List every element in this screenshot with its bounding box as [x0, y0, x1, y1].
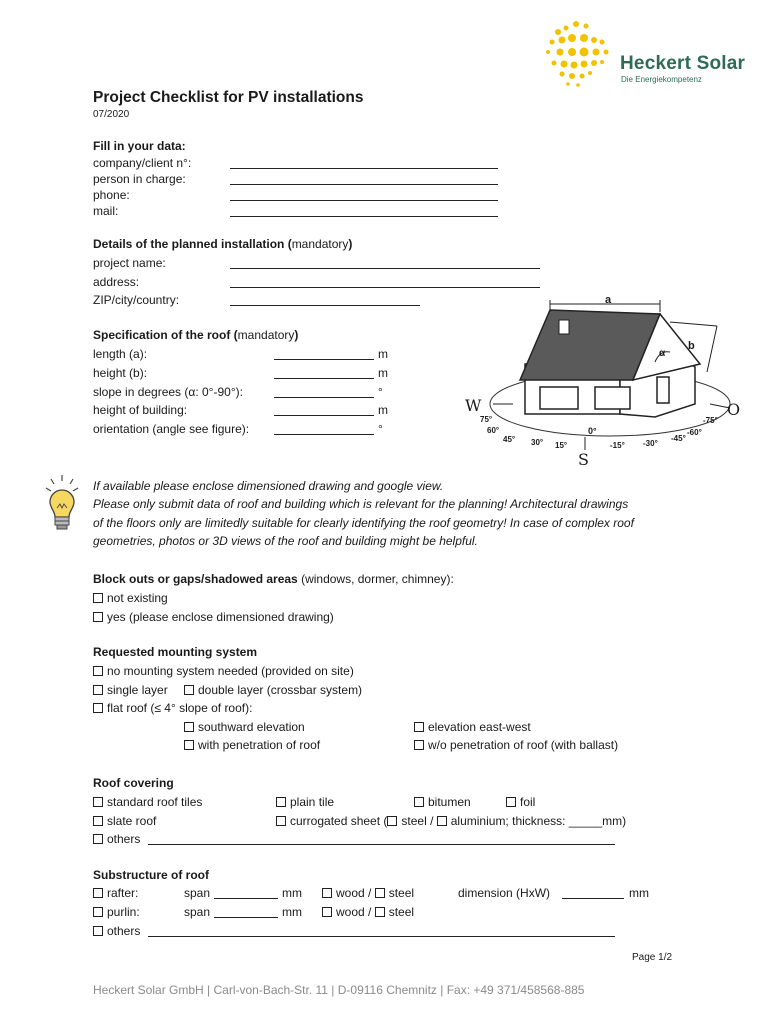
span-field[interactable] [214, 917, 278, 918]
label-west: W [465, 396, 482, 415]
height-field[interactable] [274, 378, 374, 379]
label-a: a [605, 294, 612, 306]
window [540, 387, 578, 409]
dimension-label: dimension (HxW) [458, 886, 551, 900]
dimension-field[interactable] [562, 898, 624, 899]
mm-label: mm [629, 886, 649, 900]
zip-field[interactable] [230, 305, 420, 306]
deg-m45: -45° [671, 434, 686, 443]
fill-heading: Fill in your data: [93, 139, 186, 153]
span-field[interactable] [214, 898, 278, 899]
mounting-option[interactable]: elevation east-west [414, 720, 531, 734]
checkbox[interactable] [276, 797, 286, 807]
mounting-option[interactable]: with penetration of roof [184, 738, 320, 752]
covering-option[interactable]: slate roof [93, 814, 156, 828]
mounting-heading: Requested mounting system [93, 645, 258, 659]
deg-m15: -15° [610, 441, 625, 450]
mounting-option[interactable]: southward elevation [184, 720, 305, 734]
deg-60: 60° [487, 426, 500, 435]
orientation-label: orientation (angle see figure): [93, 422, 250, 436]
mounting-option[interactable]: w/o penetration of roof (with ballast) [414, 738, 618, 752]
dimension-b-line [707, 326, 717, 372]
window [595, 387, 630, 409]
person-field[interactable] [230, 184, 498, 185]
checkbox[interactable] [93, 703, 103, 713]
covering-option[interactable]: plain tile [276, 795, 334, 809]
checkbox[interactable] [322, 888, 332, 898]
covering-option[interactable]: others [93, 832, 140, 846]
project-label: project name: [93, 256, 166, 270]
checkbox[interactable] [414, 722, 424, 732]
company-label: company/client n°: [93, 156, 192, 170]
others-field[interactable] [148, 844, 615, 845]
house-diagram [455, 292, 755, 467]
brand-tagline: Die Energiekompetenz [621, 75, 702, 84]
span-label: span [184, 905, 211, 919]
company-field[interactable] [230, 168, 498, 169]
checkbox[interactable] [93, 907, 103, 917]
substructure-option[interactable]: others [93, 924, 140, 938]
height-label: height (b): [93, 366, 148, 380]
mail-label: mail: [93, 204, 119, 218]
mm-label: mm [282, 886, 302, 900]
checkbox[interactable] [93, 612, 103, 622]
label-b: b [688, 340, 695, 352]
chimney [559, 320, 569, 334]
address-label: address: [93, 275, 140, 289]
page-title: Project Checklist for PV installations [93, 89, 364, 106]
mounting-option[interactable]: flat roof (≤ 4° slope of roof): [93, 701, 252, 715]
mail-field[interactable] [230, 216, 498, 217]
checkbox[interactable] [93, 593, 103, 603]
mm-label: mm [282, 905, 302, 919]
checkbox[interactable] [93, 797, 103, 807]
checkbox[interactable] [322, 907, 332, 917]
span-label: span [184, 886, 211, 900]
covering-option[interactable]: standard roof tiles [93, 795, 202, 809]
building-field[interactable] [274, 415, 374, 416]
page-number: Page 1/2 [632, 952, 673, 963]
checkbox[interactable] [387, 816, 397, 826]
checkbox[interactable] [184, 722, 194, 732]
checkbox[interactable] [184, 685, 194, 695]
zip-label: ZIP/city/country: [93, 293, 180, 307]
checkbox[interactable] [414, 740, 424, 750]
person-label: person in charge: [93, 172, 186, 186]
deg-45: 45° [503, 435, 516, 444]
address-field[interactable] [230, 287, 540, 288]
label-south: S [578, 450, 589, 469]
orientation-field[interactable] [274, 434, 374, 435]
lightbulb-icon [40, 474, 80, 534]
unit-m: m [378, 403, 388, 417]
deg-m60: -60° [687, 428, 702, 437]
others-field[interactable] [148, 936, 615, 937]
details-heading: Details of the planned installation (mandatory) [93, 237, 353, 251]
blockouts-option[interactable]: yes (please enclose dimensioned drawing) [93, 610, 334, 624]
unit-m: m [378, 347, 388, 361]
deg-m30: -30° [643, 439, 658, 448]
slope-label: slope in degrees (α: 0°-90°): [93, 385, 243, 399]
checkbox[interactable] [93, 834, 103, 844]
substructure-option[interactable]: purlin: [93, 905, 140, 919]
length-field[interactable] [274, 359, 374, 360]
project-field[interactable] [230, 268, 540, 269]
unit-deg: ° [378, 422, 383, 436]
checkbox[interactable] [93, 685, 103, 695]
mounting-option[interactable]: no mounting system needed (provided on site) [93, 664, 354, 678]
logo-dots-icon [538, 12, 618, 92]
checkbox[interactable] [506, 797, 516, 807]
logo [538, 12, 618, 92]
label-alpha: α [659, 348, 666, 359]
label-east: O [727, 400, 741, 419]
deg-m75: -75° [703, 416, 718, 425]
deg-30: 30° [531, 438, 544, 447]
phone-label: phone: [93, 188, 130, 202]
substructure-option[interactable]: rafter: [93, 886, 138, 900]
deg-15: 15° [555, 441, 568, 450]
checkbox[interactable] [93, 888, 103, 898]
length-label: length (a): [93, 347, 148, 361]
date: 07/2020 [93, 109, 130, 120]
roof-spec-heading: Specification of the roof (mandatory) [93, 328, 299, 342]
footer: Heckert Solar GmbH | Carl-von-Bach-Str. 11 | D-09116 Chemnitz | Fax: +49 371/458568-885 [93, 983, 585, 997]
phone-field[interactable] [230, 200, 498, 201]
door [657, 377, 669, 403]
house-figure [455, 292, 755, 467]
substructure-option[interactable]: wood / steel [322, 905, 414, 919]
building-height-label: height of building: [93, 403, 188, 417]
unit-m: m [378, 366, 388, 380]
checkbox[interactable] [276, 816, 286, 826]
brand-name: Heckert Solar [620, 53, 746, 74]
checkbox[interactable] [184, 740, 194, 750]
checkbox[interactable] [437, 816, 447, 826]
note-line: of the floors only are limitedly suitable for clearly identifying the roof geometry! In case of complex roof [93, 516, 634, 530]
covering-option[interactable]: currogated sheet ( steel / aluminium; thickness: _____mm) [276, 814, 626, 828]
covering-option[interactable]: bitumen [414, 795, 471, 809]
mounting-option[interactable]: double layer (crossbar system) [184, 683, 362, 697]
deg-0: 0° [588, 426, 597, 436]
checkbox[interactable] [375, 907, 385, 917]
mounting-option[interactable]: single layer [93, 683, 168, 697]
checkbox[interactable] [93, 666, 103, 676]
deg-75: 75° [480, 415, 493, 424]
checkbox[interactable] [414, 797, 424, 807]
note-line: Please only submit data of roof and building which is relevant for the planning! Architectural drawings [93, 497, 629, 511]
note-line: If available please enclose dimensioned drawing and google view. [93, 479, 444, 493]
unit-deg: ° [378, 385, 383, 399]
slope-field[interactable] [274, 397, 374, 398]
blockouts-option[interactable]: not existing [93, 591, 168, 605]
covering-heading: Roof covering [93, 776, 174, 790]
checkbox[interactable] [93, 816, 103, 826]
blockouts-heading: Block outs or gaps/shadowed areas (windows, dormer, chimney): [93, 572, 454, 586]
note-line: geometries, photos or 3D views of the roof and building might be helpful. [93, 534, 478, 548]
covering-option[interactable]: foil [506, 795, 535, 809]
checkbox[interactable] [93, 926, 103, 936]
substructure-heading: Substructure of roof [93, 868, 209, 882]
substructure-option[interactable]: wood / steel [322, 886, 414, 900]
checkbox[interactable] [375, 888, 385, 898]
